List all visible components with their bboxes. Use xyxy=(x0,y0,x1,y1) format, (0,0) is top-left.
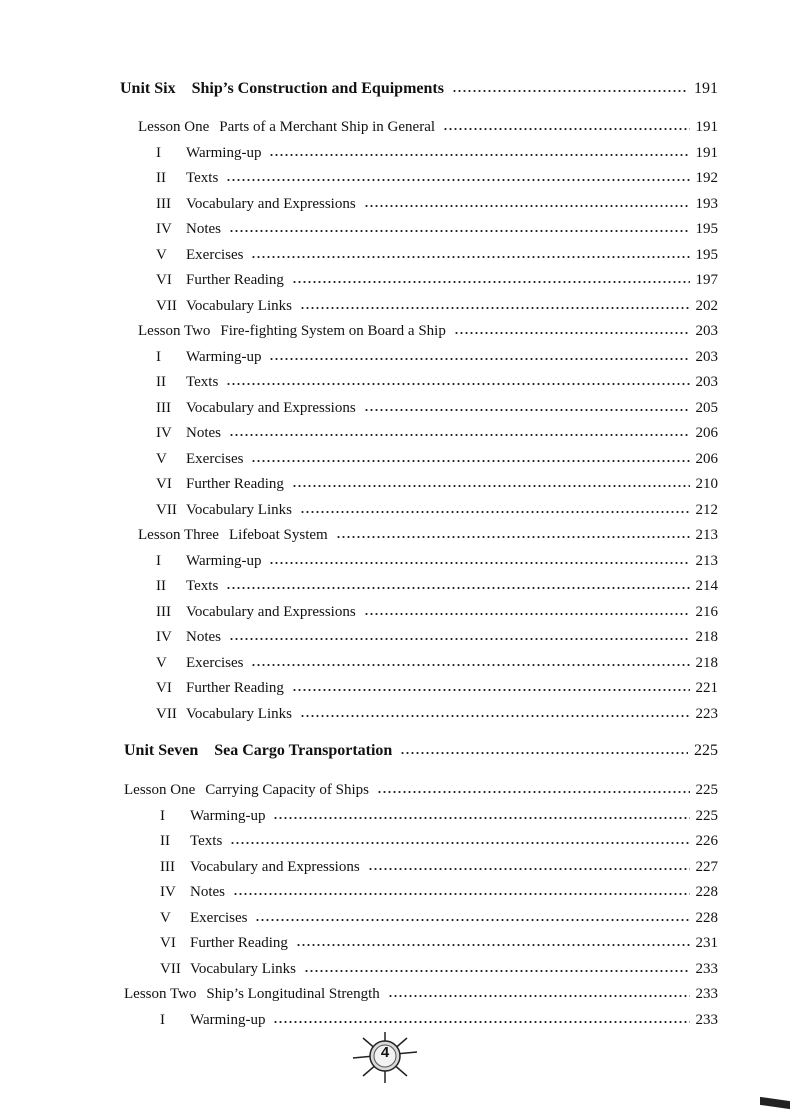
dot-leader xyxy=(443,127,689,131)
section-numeral: IV xyxy=(160,884,176,900)
dot-leader xyxy=(226,382,689,386)
page-number-ref: 206 xyxy=(695,425,718,441)
lesson-title: Parts of a Merchant Ship in General xyxy=(219,119,436,135)
section-numeral: II xyxy=(156,374,166,390)
dot-leader xyxy=(364,408,690,412)
section-numeral: V xyxy=(156,450,167,467)
toc-entry[interactable] xyxy=(156,218,718,240)
section-numeral: I xyxy=(156,552,161,569)
section-title: Warming-up xyxy=(190,807,266,824)
lesson-title: Fire-fighting System on Board a Ship xyxy=(220,323,446,339)
toc-entry[interactable] xyxy=(156,295,718,317)
toc-entry[interactable] xyxy=(156,677,718,699)
page-number-ref: 212 xyxy=(695,501,718,518)
page-number: 4 xyxy=(380,1044,390,1061)
page-number-ref: 213 xyxy=(695,527,718,543)
page-number-ref: 195 xyxy=(695,246,718,263)
section-title: Texts xyxy=(186,170,219,186)
dot-leader xyxy=(377,790,690,794)
section-numeral: VII xyxy=(156,501,177,518)
unit-label: Unit Six xyxy=(120,80,176,97)
dot-leader xyxy=(400,751,688,755)
section-numeral: V xyxy=(156,246,167,263)
section-numeral: I xyxy=(156,348,161,365)
page-number-ref: 226 xyxy=(695,833,718,849)
toc-entry[interactable] xyxy=(160,881,718,903)
page-number-ref: 221 xyxy=(695,680,718,696)
dot-leader xyxy=(304,969,690,973)
section-title: Further Reading xyxy=(186,680,284,696)
lesson-label: Lesson One xyxy=(124,782,196,798)
section-title: Vocabulary and Expressions xyxy=(190,858,360,875)
section-numeral: III xyxy=(156,399,171,416)
section-numeral: VII xyxy=(156,297,177,314)
page-number-ref: 195 xyxy=(695,221,718,237)
page-number-ref: 191 xyxy=(694,80,718,97)
toc-entry[interactable] xyxy=(156,371,718,393)
section-title: Vocabulary Links xyxy=(190,960,296,977)
page-number-ref: 228 xyxy=(695,909,718,926)
page-number-ref: 218 xyxy=(695,629,718,645)
page-number-ref: 216 xyxy=(695,603,718,620)
section-title: Warming-up xyxy=(186,144,262,161)
dot-leader xyxy=(292,484,690,488)
page-number-ref: 197 xyxy=(695,272,718,288)
page-number-ref: 225 xyxy=(695,807,718,824)
toc-entry[interactable] xyxy=(156,422,718,444)
dot-leader xyxy=(229,229,690,233)
lesson-heading[interactable] xyxy=(124,983,718,1005)
page-number-ref: 210 xyxy=(695,476,718,492)
toc-entry[interactable] xyxy=(156,550,718,572)
dot-leader xyxy=(388,994,690,998)
dot-leader xyxy=(229,637,690,641)
page-number-ref: 231 xyxy=(695,935,718,951)
toc-entry[interactable] xyxy=(156,703,718,725)
section-numeral: II xyxy=(160,833,170,849)
page-number-ref: 227 xyxy=(695,858,718,875)
lesson-heading[interactable] xyxy=(124,779,718,801)
section-numeral: VII xyxy=(160,960,181,977)
toc-entry[interactable] xyxy=(156,397,718,419)
page-number-ref: 218 xyxy=(695,654,718,671)
scan-edge-mark xyxy=(760,1097,790,1109)
dot-leader xyxy=(255,918,689,922)
toc-entry[interactable] xyxy=(156,167,718,189)
dot-leader xyxy=(273,816,689,820)
toc-entry[interactable] xyxy=(156,626,718,648)
dot-leader xyxy=(251,663,689,667)
section-title: Notes xyxy=(186,629,221,645)
toc-entry[interactable] xyxy=(156,575,718,597)
page-number-ref: 233 xyxy=(695,960,718,977)
section-numeral: VI xyxy=(156,476,172,492)
dot-leader xyxy=(364,204,690,208)
section-title: Exercises xyxy=(186,246,244,263)
dot-leader xyxy=(300,714,690,718)
dot-leader xyxy=(368,867,690,871)
dot-leader xyxy=(226,178,689,182)
dot-leader xyxy=(269,153,689,157)
toc-entry[interactable] xyxy=(160,958,718,980)
page-number-ref: 193 xyxy=(695,195,718,212)
section-numeral: VI xyxy=(156,272,172,288)
lesson-label: Lesson Two xyxy=(124,986,197,1002)
section-title: Notes xyxy=(186,221,221,237)
section-title: Warming-up xyxy=(186,552,262,569)
page-number-ref: 213 xyxy=(695,552,718,569)
toc-entry[interactable] xyxy=(160,805,718,827)
section-title: Vocabulary and Expressions xyxy=(186,399,356,416)
section-numeral: I xyxy=(160,1011,165,1028)
section-title: Exercises xyxy=(186,654,244,671)
section-title: Vocabulary and Expressions xyxy=(186,603,356,620)
section-title: Warming-up xyxy=(190,1011,266,1028)
section-numeral: IV xyxy=(156,221,172,237)
section-title: Further Reading xyxy=(186,272,284,288)
lesson-heading[interactable] xyxy=(138,116,718,138)
page-number-ref: 203 xyxy=(695,348,718,365)
section-numeral: I xyxy=(160,807,165,824)
section-title: Exercises xyxy=(186,450,244,467)
section-numeral: I xyxy=(156,144,161,161)
toc-entry[interactable] xyxy=(156,601,718,623)
section-numeral: IV xyxy=(156,629,172,645)
unit-label: Unit Seven xyxy=(124,742,199,759)
page-number-ref: 206 xyxy=(695,450,718,467)
page-number-ref: 192 xyxy=(695,170,718,186)
lesson-title: Lifeboat System xyxy=(228,527,328,543)
dot-leader xyxy=(336,535,690,539)
dot-leader xyxy=(251,255,689,259)
page-number-ref: 233 xyxy=(695,986,718,1002)
section-title: Further Reading xyxy=(190,935,288,951)
dot-leader xyxy=(269,561,689,565)
page-number-ref: 205 xyxy=(695,399,718,416)
page-number-ref: 203 xyxy=(695,323,718,339)
section-title: Notes xyxy=(190,884,225,900)
toc-entry[interactable] xyxy=(156,346,718,368)
page-number-ref: 223 xyxy=(695,705,718,722)
page-number-ref: 225 xyxy=(694,742,718,759)
toc-entry[interactable] xyxy=(160,1009,718,1031)
section-title: Further Reading xyxy=(186,476,284,492)
toc-entry[interactable] xyxy=(160,932,718,954)
dot-leader xyxy=(454,331,690,335)
dot-leader xyxy=(233,892,690,896)
section-numeral: VI xyxy=(160,935,176,951)
section-title: Vocabulary Links xyxy=(186,297,292,314)
toc-entry[interactable] xyxy=(156,652,718,674)
section-numeral: III xyxy=(160,858,175,875)
dot-leader xyxy=(292,688,690,692)
page-number-ref: 191 xyxy=(695,144,718,161)
dot-leader xyxy=(300,510,690,514)
section-numeral: V xyxy=(160,909,171,926)
dot-leader xyxy=(300,306,690,310)
lesson-label: Lesson Three xyxy=(138,527,219,543)
toc-entry[interactable] xyxy=(156,142,718,164)
lesson-heading[interactable] xyxy=(138,524,718,546)
toc-entry[interactable] xyxy=(160,856,718,878)
section-numeral: III xyxy=(156,195,171,212)
section-title: Texts xyxy=(186,578,219,594)
toc-entry[interactable] xyxy=(160,830,718,852)
toc-entry[interactable] xyxy=(156,499,718,521)
section-title: Exercises xyxy=(190,909,248,926)
dot-leader xyxy=(229,433,690,437)
section-numeral: III xyxy=(156,603,171,620)
lesson-label: Lesson One xyxy=(138,119,210,135)
lesson-label: Lesson Two xyxy=(138,323,211,339)
toc-entry[interactable] xyxy=(160,907,718,929)
toc-entry[interactable] xyxy=(156,269,718,291)
toc-entry[interactable] xyxy=(156,473,718,495)
dot-leader xyxy=(364,612,690,616)
section-title: Vocabulary and Expressions xyxy=(186,195,356,212)
lesson-heading[interactable] xyxy=(138,320,718,342)
section-title: Notes xyxy=(186,425,221,441)
unit-heading[interactable] xyxy=(124,740,718,762)
toc-entry[interactable] xyxy=(156,244,718,266)
page-number-ref: 202 xyxy=(695,297,718,314)
lesson-title: Ship’s Longitudinal Strength xyxy=(206,986,380,1002)
section-numeral: VII xyxy=(156,705,177,722)
page-number-ref: 225 xyxy=(695,782,718,798)
section-numeral: II xyxy=(156,578,166,594)
page-number-ref: 203 xyxy=(695,374,718,390)
section-title: Warming-up xyxy=(186,348,262,365)
section-title: Texts xyxy=(186,374,219,390)
page-number-ref: 214 xyxy=(695,578,718,594)
dot-leader xyxy=(251,459,689,463)
unit-title: Ship’s Construction and Equipments xyxy=(191,80,444,97)
section-numeral: II xyxy=(156,170,166,186)
lesson-title: Carrying Capacity of Ships xyxy=(205,782,369,798)
unit-title: Sea Cargo Transportation xyxy=(214,742,393,759)
section-title: Texts xyxy=(190,833,223,849)
section-numeral: IV xyxy=(156,425,172,441)
section-numeral: V xyxy=(156,654,167,671)
toc-entry[interactable] xyxy=(156,448,718,470)
dot-leader xyxy=(230,841,689,845)
dot-leader xyxy=(296,943,690,947)
dot-leader xyxy=(292,280,690,284)
dot-leader xyxy=(226,586,689,590)
page-footer xyxy=(345,1030,425,1085)
toc-entry[interactable] xyxy=(156,193,718,215)
unit-heading[interactable] xyxy=(120,78,718,100)
page-number-ref: 228 xyxy=(695,884,718,900)
section-title: Vocabulary Links xyxy=(186,705,292,722)
page-number-ref: 233 xyxy=(695,1011,718,1028)
section-title: Vocabulary Links xyxy=(186,501,292,518)
page-number-ref: 191 xyxy=(695,119,718,135)
dot-leader xyxy=(273,1020,689,1024)
dot-leader xyxy=(452,89,688,93)
section-numeral: VI xyxy=(156,680,172,696)
dot-leader xyxy=(269,357,689,361)
